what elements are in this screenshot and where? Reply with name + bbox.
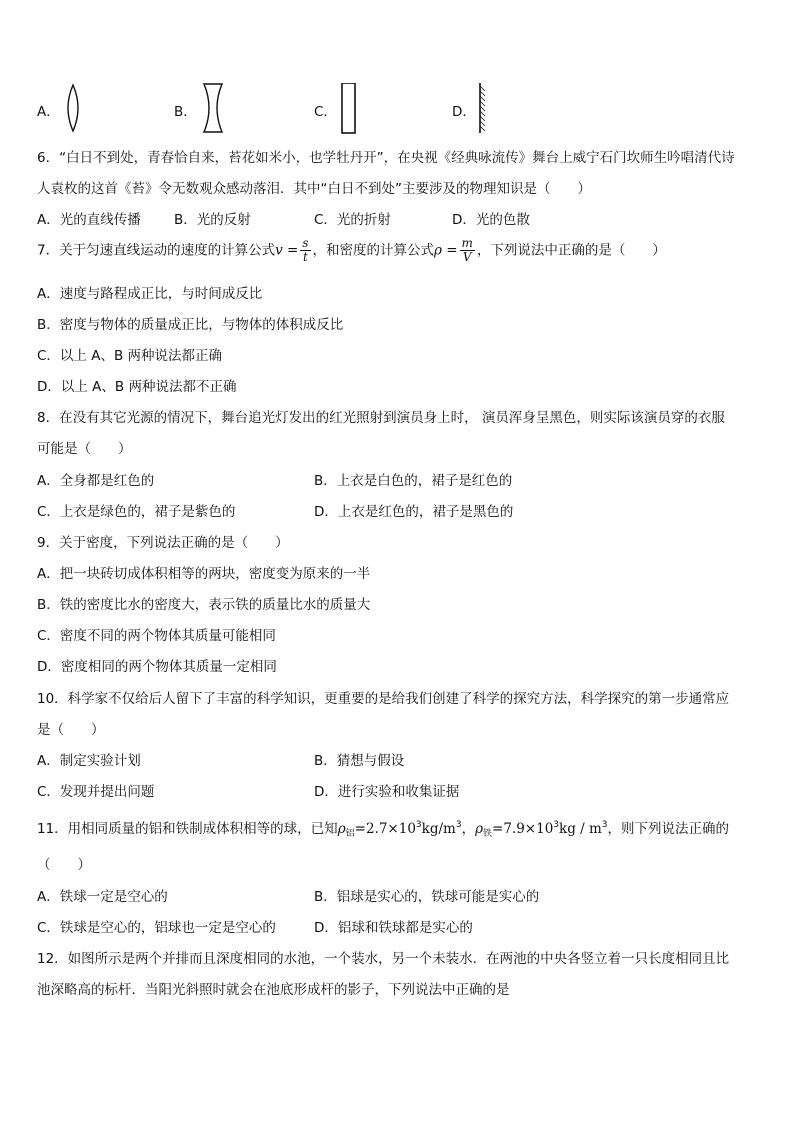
q6-stem-line2: 人袁枚的这首《苔》令无数观众感动落泪．其中“白日不到处”主要涉及的物理知识是（ ） bbox=[37, 181, 591, 197]
q11-rho-fe-value: =7.9×10 bbox=[492, 821, 554, 837]
q9-option-a[interactable]: A．把一块砖切成体积相等的两块，密度变为原来的一半 bbox=[37, 566, 371, 582]
glass-slab-icon bbox=[314, 83, 374, 135]
q7-formula-velocity-fraction bbox=[300, 237, 310, 264]
q7-formula-density-fraction bbox=[460, 237, 475, 264]
q8-option-a[interactable]: A．全身都是红色的 bbox=[37, 473, 155, 489]
q8-option-b[interactable]: B．上衣是白色的，裙子是红色的 bbox=[314, 473, 513, 489]
q11-rho-al-unit-exponent: 3 bbox=[455, 820, 462, 830]
q7-formula-density-numerator: m bbox=[461, 236, 473, 250]
q6-option-a[interactable]: A．光的直线传播 bbox=[37, 212, 141, 228]
q11-stem bbox=[37, 817, 729, 839]
convex-lens-icon bbox=[37, 83, 97, 133]
q7-formula-velocity-numerator: s bbox=[302, 236, 309, 250]
q7-option-d[interactable]: D．以上 A、B 两种说法都不正确 bbox=[37, 379, 237, 395]
q11-stem-part1: 11．用相同质量的铝和铁制成体积相等的球，已知 bbox=[37, 821, 338, 837]
q9-option-b[interactable]: B．铁的密度比水的密度大，表示铁的质量比水的质量大 bbox=[37, 597, 371, 613]
q7-formula-velocity-lhs: v = bbox=[275, 242, 299, 259]
q11-stem-line2: （ ） bbox=[37, 857, 91, 873]
q9-stem: 9．关于密度，下列说法正确的是（ ） bbox=[37, 535, 289, 551]
q8-stem-line2: 可能是（ ） bbox=[37, 441, 132, 457]
q7-stem bbox=[37, 237, 666, 264]
q6-stem-line1: 6．“白日不到处，青春恰自来，苔花如米小，也学牡丹开”，在央视《经典咏流传》舞台上威宁石门坎师生吟唱清代诗 bbox=[37, 150, 735, 166]
q11-rho-al-subscript: 铝 bbox=[345, 829, 355, 839]
q9-option-c[interactable]: C．密度不同的两个物体其质量可能相同 bbox=[37, 628, 276, 644]
q7-option-a[interactable]: A．速度与路程成正比，与时间成反比 bbox=[37, 286, 263, 302]
q10-option-b[interactable]: B．猜想与假设 bbox=[314, 753, 405, 769]
q11-option-b[interactable]: B．铝球是实心的，铁球可能是实心的 bbox=[314, 889, 540, 905]
q7-formula-velocity-denominator: t bbox=[303, 250, 308, 264]
q10-option-c[interactable]: C．发现并提出问题 bbox=[37, 784, 155, 800]
q6-option-d[interactable]: D．光的色散 bbox=[452, 212, 530, 228]
q7-stem-part3: ，下列说法中正确的是（ ） bbox=[476, 242, 666, 259]
q11-rho-fe-symbol: ρ bbox=[475, 821, 483, 837]
q11-rho-fe-unit-exponent: 3 bbox=[601, 820, 608, 830]
q7-option-b[interactable]: B．密度与物体的质量成正比，与物体的体积成反比 bbox=[37, 317, 344, 333]
q7-stem-part2: ，和密度的计算公式 bbox=[312, 242, 434, 259]
q10-stem-line1: 10．科学家不仅给后人留下了丰富的科学知识，更重要的是给我们创建了科学的探究方法，科学探究的第一步通常应 bbox=[37, 691, 730, 707]
q6-option-c[interactable]: C．光的折射 bbox=[314, 212, 391, 228]
q11-rho-al-symbol: ρ bbox=[337, 821, 346, 837]
q11-rho-fe-unit: kg / m bbox=[559, 821, 602, 837]
q11-rho-fe-exponent: 3 bbox=[553, 820, 560, 830]
q11-option-a[interactable]: A．铁球一定是空心的 bbox=[37, 889, 168, 905]
q7-formula-density-denominator: V bbox=[462, 250, 472, 264]
q8-stem-line1: 8．在没有其它光源的情况下，舞台追光灯发出的红光照射到演员身上时， 演员浑身呈黑色，则实际该演员穿的衣服 bbox=[37, 410, 725, 426]
q5-option-d-label: D． bbox=[452, 104, 476, 120]
q11-option-d[interactable]: D．铝球和铁球都是实心的 bbox=[314, 920, 473, 936]
q7-formula-density-lhs: ρ = bbox=[434, 242, 458, 259]
q5-option-c[interactable] bbox=[314, 83, 374, 133]
q5-option-b-label: B． bbox=[174, 104, 197, 120]
q5-option-d[interactable] bbox=[452, 83, 512, 133]
q11-rho-al-unit: kg/m bbox=[421, 821, 456, 837]
q9-option-d[interactable]: D．密度相同的两个物体其质量一定相同 bbox=[37, 659, 277, 675]
q12-stem-line1: 12．如图所示是两个并排而且深度相同的水池，一个装水，另一个未装水．在两池的中央各竖立着一只长度相同且比 bbox=[37, 951, 730, 967]
q10-option-d[interactable]: D．进行实验和收集证据 bbox=[314, 784, 460, 800]
q11-rho-al-exponent: 3 bbox=[415, 820, 422, 830]
q6-option-b[interactable]: B．光的反射 bbox=[174, 212, 251, 228]
q11-option-c[interactable]: C．铁球是空心的，铝球也一定是空心的 bbox=[37, 920, 276, 936]
q11-rho-fe-subscript: 铁 bbox=[483, 829, 493, 839]
q5-option-a[interactable] bbox=[37, 83, 97, 133]
q5-option-a-label: A． bbox=[37, 104, 60, 120]
q11-separator: ， bbox=[461, 821, 476, 837]
q5-option-c-label: C． bbox=[314, 104, 337, 120]
q10-option-a[interactable]: A．制定实验计划 bbox=[37, 753, 141, 769]
q11-rho-al-value: =2.7×10 bbox=[354, 821, 416, 837]
q10-stem-line2: 是（ ） bbox=[37, 722, 105, 738]
q11-stem-part2: ，则下列说法正确的 bbox=[607, 821, 730, 837]
q8-option-c[interactable]: C．上衣是绿色的，裙子是紫色的 bbox=[37, 504, 236, 520]
concave-lens-icon bbox=[174, 83, 234, 135]
q8-option-d[interactable]: D．上衣是红色的，裙子是黑色的 bbox=[314, 504, 514, 520]
q7-option-c[interactable]: C．以上 A、B 两种说法都正确 bbox=[37, 348, 223, 364]
q7-stem-part1: 7．关于匀速直线运动的速度的计算公式 bbox=[37, 242, 276, 259]
q12-stem-line2: 池深略高的标杆．当阳光斜照时就会在池底形成杆的影子，下列说法中正确的是 bbox=[37, 982, 510, 998]
q5-option-b[interactable] bbox=[174, 83, 234, 133]
plane-mirror-icon bbox=[452, 83, 512, 135]
